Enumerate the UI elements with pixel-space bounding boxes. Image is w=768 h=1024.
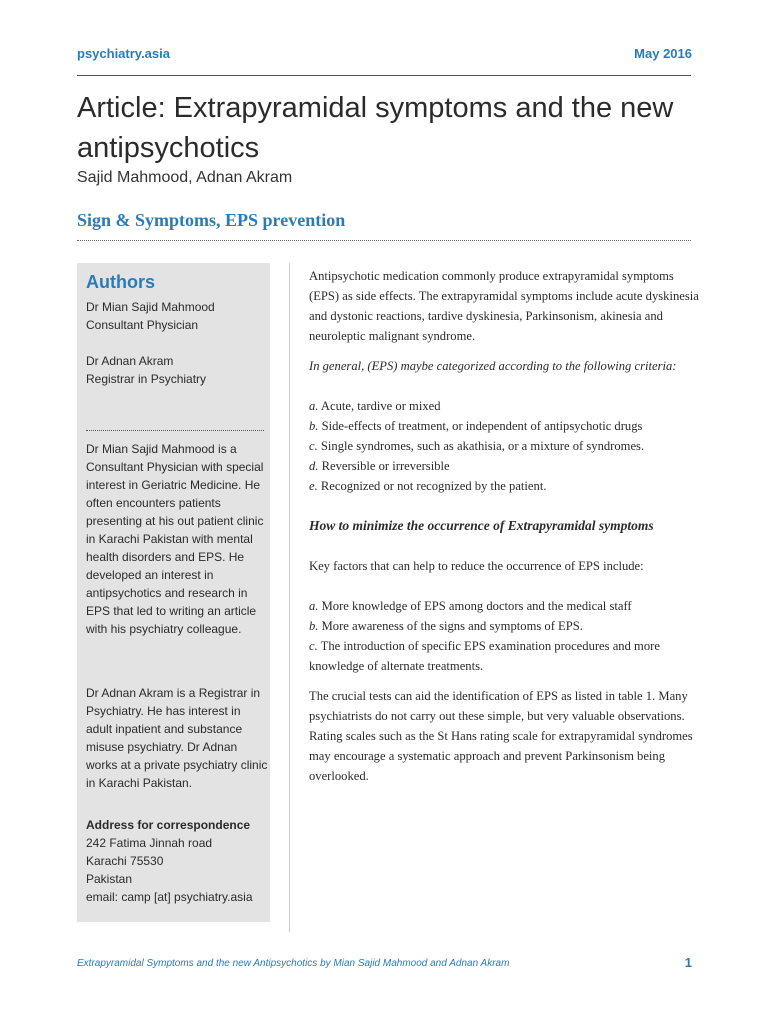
author-2 <box>86 352 268 388</box>
author-1-name: Dr Mian Sajid Mahmood <box>86 300 215 314</box>
issue-date: May 2016 <box>634 46 692 61</box>
byline: Sajid Mahmood, Adnan Akram <box>77 169 293 186</box>
authors-sidebar <box>77 263 270 922</box>
column-divider <box>289 263 290 932</box>
criteria-list <box>309 396 699 496</box>
article-body <box>309 266 699 786</box>
criteria-intro: In general, (EPS) maybe categorized according to the following criteria: <box>309 359 677 373</box>
sidebar-divider <box>86 430 264 431</box>
factors-list <box>309 596 699 676</box>
list-item: d. Reversible or irreversible <box>309 459 450 473</box>
list-item: a. Acute, tardive or mixed <box>309 399 441 413</box>
author-2-bio: Dr Adnan Akram is a Registrar in Psychiatry. He has interest in adult inpatient and substance misuse psychiatry. Dr Adnan works at a private psychiatry clinic in Karachi Pakistan. <box>86 686 268 790</box>
page-number: 1 <box>684 955 692 970</box>
list-item: c. The introduction of specific EPS examination procedures and more knowledge of alternate treatments. <box>309 639 660 673</box>
list-item: e. Recognized or not recognized by the patient. <box>309 479 547 493</box>
header-divider <box>77 75 691 76</box>
author-2-role: Registrar in Psychiatry <box>86 372 207 386</box>
footer-text: Extrapyramidal Symptoms and the new Antipsychotics by Mian Sajid Mahmood and Adnan Akram <box>77 958 510 969</box>
list-item: b. More awareness of the signs and symptoms of EPS. <box>309 619 583 633</box>
closing-paragraph: The crucial tests can aid the identification of EPS as listed in table 1. Many psychiatrists do not carry out these simple, but very valuable observations. Rating scales such as the St Hans rating scale for extrapyramidal syndromes may encourage a systematic approach and prevent Parkinsonism being overlooked. <box>309 689 693 783</box>
section-divider <box>77 240 691 241</box>
intro-paragraph: Antipsychotic medication commonly produce extrapyramidal symptoms (EPS) as side effects. The extrapyramidal symptoms include acute dyskinesia and dystonic reactions, tardive dyskinesia, Parkinsonism, akinesia and neuroleptic malignant syndrome. <box>309 269 699 343</box>
subheading: How to minimize the occurrence of Extrapyramidal symptoms <box>309 518 654 533</box>
article-title: Article: Extrapyramidal symptoms and the new antipsychotics <box>77 92 674 164</box>
list-item: a. More knowledge of EPS among doctors and the medical staff <box>309 599 632 613</box>
correspondence-address <box>86 816 268 906</box>
author-1 <box>86 298 268 334</box>
address-line: Pakistan <box>86 872 133 886</box>
address-email: email: camp [at] psychiatry.asia <box>86 890 253 904</box>
author-1-bio: Dr Mian Sajid Mahmood is a Consultant Physician with special interest in Geriatric Medicine. He often encounters patients presenting at his out patient clinic in Karachi Pakistan with mental health disorders and EPS. He developed an interest in antipsychotics and research in EPS that led to writing an article with his psychiatry colleague. <box>86 442 264 636</box>
address-line: Karachi 75530 <box>86 854 164 868</box>
address-line: 242 Fatima Jinnah road <box>86 836 213 850</box>
site-name: psychiatry.asia <box>77 46 170 61</box>
section-heading: Sign & Symptoms, EPS prevention <box>77 210 346 230</box>
list-item: c. Single syndromes, such as akathisia, or a mixture of syndromes. <box>309 439 645 453</box>
address-label: Address for correspondence <box>86 818 251 832</box>
author-1-role: Consultant Physician <box>86 318 199 332</box>
list-item: b. Side-effects of treatment, or independent of antipsychotic drugs <box>309 419 643 433</box>
author-2-name: Dr Adnan Akram <box>86 354 174 368</box>
sidebar-heading: Authors <box>86 272 155 292</box>
factors-intro: Key factors that can help to reduce the occurrence of EPS include: <box>309 559 644 573</box>
